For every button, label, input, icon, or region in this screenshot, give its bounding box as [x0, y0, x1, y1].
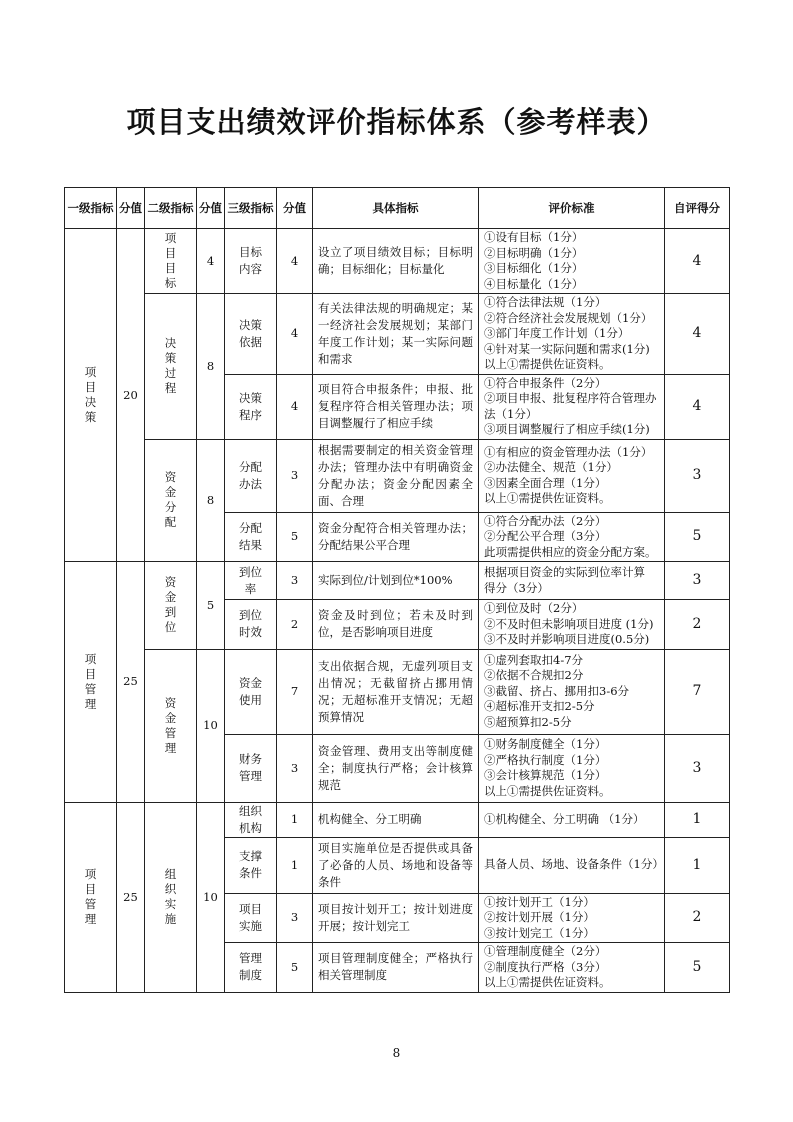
header-indicator: 具体指标	[313, 188, 479, 229]
self-score: 1	[665, 837, 730, 893]
indicator-text: 资金管理、费用支出等制度健全；制度执行严格；会计核算规范	[313, 734, 479, 802]
level2-label: 决策过程	[164, 336, 177, 396]
level1-cell	[65, 802, 117, 992]
standard-line: ①符合申报条件（2分）	[484, 375, 607, 390]
indicator-text: 设立了项目绩效目标；目标明确；目标细化；目标量化	[313, 229, 479, 294]
header-score2: 分值	[197, 188, 225, 229]
level3-label: 财务管理	[239, 752, 262, 783]
standard-line: ②按计划开展（1分）	[484, 910, 595, 924]
level3-label: 到位率	[239, 564, 262, 596]
level3-score: 3	[277, 734, 313, 802]
standard-line: ③不及时并影响项目进度(0.5分)	[484, 632, 650, 646]
level2-score: 8	[197, 294, 225, 440]
level1-cell	[65, 562, 117, 803]
standard-line: 根据项目资金的实际到位率计算	[484, 565, 645, 579]
level1-cell	[65, 229, 117, 562]
level2-cell	[145, 649, 197, 802]
level3-label: 管理制度	[239, 951, 262, 983]
level3-cell	[225, 943, 277, 993]
level3-score: 1	[277, 802, 313, 837]
standard-line: 以上①需提供佐证资料。	[484, 491, 611, 505]
level3-label: 资金使用	[239, 675, 262, 707]
level3-cell	[225, 439, 277, 512]
standard-line: ③部门年度工作计划（1分）	[484, 326, 630, 340]
self-score: 4	[665, 374, 730, 439]
standard-line: ②严格执行制度（1分）	[484, 752, 607, 767]
indicator-text: 支出依据合规，无虚列项目支出情况；无截留挤占挪用情况；无超标准开支情况；无超预算情况	[313, 649, 479, 734]
indicator-text: 资金及时到位；若未及时到位，是否影响项目进度	[313, 600, 479, 650]
level3-label: 分配结果	[239, 520, 262, 552]
standard-line: ②项目申报、批复程序符合管理办	[484, 391, 657, 405]
level3-label: 决策依据	[239, 317, 262, 349]
level3-score: 7	[277, 649, 313, 734]
level3-label: 项目实施	[239, 901, 262, 933]
level1-label: 项目管理	[84, 867, 97, 926]
header-level3: 三级指标	[225, 188, 277, 229]
standard-line: ①符合法律法规（1分）	[484, 295, 607, 309]
level2-cell	[145, 439, 197, 562]
standard-line: ②不及时但未影响项目进度 (1分)	[484, 616, 654, 631]
level3-label: 组织机构	[239, 803, 262, 835]
level3-label: 支撑条件	[239, 849, 262, 880]
standard-line: ①设有目标（1分）	[484, 230, 584, 244]
level3-cell	[225, 734, 277, 802]
standard-line: ③会计核算规范（1分）	[484, 768, 607, 782]
indicator-text: 项目管理制度健全；严格执行相关管理制度	[313, 943, 479, 993]
self-score: 3	[665, 734, 730, 802]
page-title: 项目支出绩效评价指标体系（参考样表）	[126, 105, 667, 139]
standard-cell	[479, 837, 665, 893]
header-level2: 二级指标	[145, 188, 197, 229]
self-score: 7	[665, 649, 730, 734]
standard-line: ③项目调整履行了相应手续(1分)	[484, 422, 650, 436]
standard-line: ①财务制度健全（1分）	[484, 737, 607, 751]
level1-score: 25	[117, 562, 145, 803]
self-score: 2	[665, 893, 730, 943]
level3-score: 4	[277, 374, 313, 439]
level3-score: 5	[277, 943, 313, 993]
self-score: 1	[665, 802, 730, 837]
header-row	[65, 188, 730, 229]
level3-score: 3	[277, 562, 313, 600]
standard-line: ⑤超预算扣2-5分	[484, 714, 572, 729]
level2-score: 10	[197, 649, 225, 802]
level3-score: 5	[277, 512, 313, 562]
level3-score: 2	[277, 600, 313, 650]
standard-line: ③因素全面合理（1分）	[484, 475, 607, 490]
indicator-text: 资金分配符合相关管理办法；分配结果公平合理	[313, 512, 479, 562]
standard-line: 得分（3分）	[484, 580, 549, 595]
standard-cell	[479, 512, 665, 562]
page-number: 8	[392, 1046, 401, 1060]
level2-score: 5	[197, 562, 225, 650]
standard-line: ①虚列套取扣4-7分	[484, 652, 584, 667]
standard-line: ②符合经济社会发展规划（1分）	[484, 310, 653, 325]
self-score: 5	[665, 512, 730, 562]
level3-cell	[225, 600, 277, 650]
standard-line: ④超标准开支扣2-5分	[484, 699, 595, 714]
self-score: 5	[665, 943, 730, 993]
level3-label: 目标内容	[239, 245, 262, 276]
level3-cell	[225, 229, 277, 294]
level2-cell	[145, 229, 197, 294]
self-score: 2	[665, 600, 730, 650]
level3-cell	[225, 374, 277, 439]
standard-cell	[479, 649, 665, 734]
indicator-text: 机构健全、分工明确	[313, 802, 479, 837]
level3-score: 3	[277, 893, 313, 943]
standard-line: ①机构健全、分工明确 （1分）	[484, 811, 645, 826]
standard-line: ③按计划完工（1分）	[484, 925, 595, 940]
standard-line: 以上①需提供佐证资料。	[484, 783, 611, 798]
header-self-score: 自评得分	[665, 188, 730, 229]
level3-label: 到位时效	[239, 608, 262, 640]
standard-line: ③截留、挤占、挪用扣3-6分	[484, 683, 630, 698]
header-level1: 一级指标	[65, 188, 117, 229]
standard-line: ②分配公平合理（3分）	[484, 529, 607, 543]
standard-line: 此项需提供相应的资金分配方案。	[484, 544, 657, 559]
level2-score: 10	[197, 802, 225, 992]
level2-label: 资金到位	[164, 575, 177, 635]
level2-score: 8	[197, 439, 225, 562]
standard-cell	[479, 802, 665, 837]
standard-line: ①有相应的资金管理办法（1分）	[484, 444, 653, 459]
standard-cell	[479, 893, 665, 943]
level3-cell	[225, 512, 277, 562]
standard-line: ①到位及时（2分）	[484, 601, 584, 615]
table-row	[65, 229, 730, 294]
table-row	[65, 802, 730, 837]
level1-score: 20	[117, 229, 145, 562]
standard-cell	[479, 562, 665, 600]
level3-label: 分配办法	[239, 459, 262, 491]
standard-cell	[479, 439, 665, 512]
standard-line: 具备人员、场地、设备条件（1分）	[484, 857, 664, 872]
standard-line: ②目标明确（1分）	[484, 245, 584, 260]
standard-cell	[479, 734, 665, 802]
standard-line: ①按计划开工（1分）	[484, 894, 595, 909]
standard-line: 法（1分）	[484, 406, 538, 421]
standard-cell	[479, 374, 665, 439]
level2-label: 项目目标	[164, 231, 177, 290]
level3-label: 决策程序	[239, 390, 262, 422]
level1-label: 项目管理	[84, 651, 97, 711]
table-row	[65, 294, 730, 375]
level2-label: 组织实施	[164, 867, 177, 926]
standard-line: 以上①需提供佐证资料。	[484, 975, 611, 989]
level3-score: 1	[277, 837, 313, 893]
level3-cell	[225, 893, 277, 943]
standard-cell	[479, 943, 665, 993]
level3-cell	[225, 802, 277, 837]
indicator-table	[64, 187, 730, 993]
level2-cell	[145, 294, 197, 440]
table-row	[65, 562, 730, 600]
standard-cell	[479, 229, 665, 294]
indicator-text: 项目符合申报条件；申报、批复程序符合相关管理办法；项目调整履行了相应手续	[313, 374, 479, 439]
standard-cell	[479, 294, 665, 375]
header-standard: 评价标准	[479, 188, 665, 229]
header-score3: 分值	[277, 188, 313, 229]
standard-line: ④目标量化（1分）	[484, 276, 584, 291]
level2-score: 4	[197, 229, 225, 294]
standard-line: ②制度执行严格（3分）	[484, 959, 607, 974]
standard-line: ①符合分配办法（2分）	[484, 513, 607, 528]
level1-score: 25	[117, 802, 145, 992]
standard-line: ③目标细化（1分）	[484, 261, 584, 275]
indicator-text: 项目实施单位是否提供或具备了必备的人员、场地和设备等条件	[313, 837, 479, 893]
level3-cell	[225, 837, 277, 893]
indicator-text: 实际到位/计划到位*100%	[313, 562, 479, 600]
level3-score: 4	[277, 294, 313, 375]
level3-cell	[225, 649, 277, 734]
level1-label: 项目决策	[84, 365, 97, 424]
indicator-text: 项目按计划开工；按计划进度开展；按计划完工	[313, 893, 479, 943]
level2-label: 资金管理	[164, 695, 177, 755]
level2-cell	[145, 562, 197, 650]
level3-cell	[225, 562, 277, 600]
level2-cell	[145, 802, 197, 992]
standard-cell	[479, 600, 665, 650]
level2-label: 资金分配	[164, 470, 177, 530]
standard-line: ②依据不合规扣2分	[484, 668, 584, 683]
level3-cell	[225, 294, 277, 375]
standard-line: ①管理制度健全（2分）	[484, 944, 607, 958]
table-row	[65, 649, 730, 734]
self-score: 3	[665, 439, 730, 512]
indicator-text: 有关法律法规的明确规定；某一经济社会发展规划；某部门年度工作计划；某一实际问题和需求	[313, 294, 479, 375]
self-score: 4	[665, 294, 730, 375]
table-body	[65, 229, 730, 993]
self-score: 4	[665, 229, 730, 294]
indicator-text: 根据需要制定的相关资金管理办法；管理办法中有明确资金分配办法；资金分配因素全面、合理	[313, 439, 479, 512]
standard-line: ④针对某一实际问题和需求(1分)	[484, 341, 650, 356]
level3-score: 4	[277, 229, 313, 294]
standard-line: 以上①需提供佐证资料。	[484, 357, 611, 371]
standard-line: ②办法健全、规范（1分）	[484, 460, 618, 474]
level3-score: 3	[277, 439, 313, 512]
self-score: 3	[665, 562, 730, 600]
table-row	[65, 439, 730, 512]
header-score1: 分值	[117, 188, 145, 229]
